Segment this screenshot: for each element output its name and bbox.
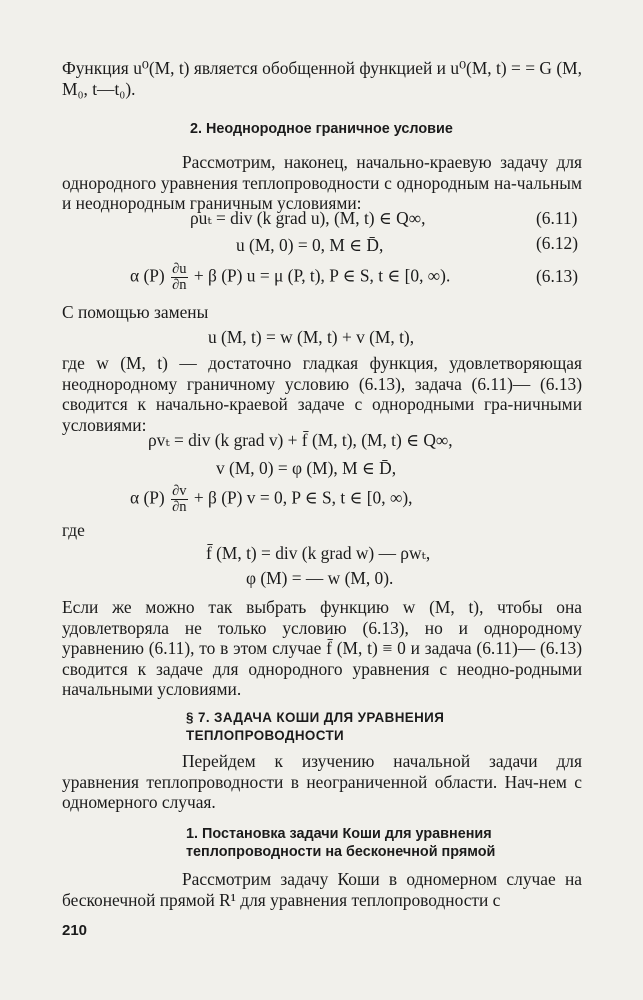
equation-phi: φ (M) = — w (M, 0). (246, 568, 394, 588)
equation-v-1: ρvₜ = div (k grad v) + f̄ (M, t), (M, t) ∈ Q∞, (148, 430, 453, 450)
equation-number-6-11: (6.11) (536, 208, 578, 228)
paragraph-substitution: С помощью замены (62, 302, 209, 322)
eq-v-3-right: + β (P) v = 0, P ∈ S, t ∈ [0, ∞), (193, 487, 413, 508)
equation-6-12: u (M, 0) = 0, M ∈ D̄, (236, 235, 384, 255)
subsection-heading-1-line-1: 1. Постановка задачи Коши для уравнения (186, 826, 492, 842)
paragraph-consider: Рассмотрим, наконец, начально-краевую задачу для однородного уравнения теплопроводности с однородным на-чальным и неоднородным граничным условиями: (62, 152, 582, 213)
subsection-heading-2: 2. Неоднородное граничное условие (190, 121, 453, 137)
section-7-title-line-1: § 7. ЗАДАЧА КОШИ ДЛЯ УРАВНЕНИЯ (186, 710, 445, 725)
eq-v-3-left: α (P) (130, 487, 165, 508)
equation-v-3 (130, 484, 412, 515)
subsection-heading-1-line-2: теплопроводности на бесконечной прямой (186, 844, 496, 860)
paragraph-if: Если же можно так выбрать функцию w (M, t), чтобы она удовлетворяла не только условию (6.13), но и однородному уравнению (6.11), то в этом случае f̄ (M, t) ≡ 0 и задача (6.11)— (6.13) сводится к задаче для однородного уравнения с неодно-родными начальными условиями. (62, 597, 582, 699)
eq-6-13-right: + β (P) u = μ (P, t), P ∈ S, t ∈ [0, ∞). (193, 265, 451, 286)
section-7-title-line-2: ТЕПЛОПРОВОДНОСТИ (186, 728, 345, 743)
equation-number-6-13: (6.13) (536, 266, 579, 286)
fraction-numerator: ∂u (172, 261, 187, 277)
fraction-dv-dn (171, 484, 187, 515)
fraction-du-dn (171, 262, 187, 293)
word-where: где (62, 520, 85, 540)
fraction-denominator: ∂n (172, 277, 187, 293)
equation-f-bar: f̄ (M, t) = div (k grad w) — ρwₜ, (206, 543, 431, 563)
fraction-numerator: ∂v (172, 483, 187, 499)
equation-number-6-12: (6.12) (536, 233, 579, 253)
page-number: 210 (62, 922, 88, 939)
paragraph-where-w: где w (M, t) — достаточно гладкая функция, удовлетворяющая неоднородному граничному условию (6.13), задача (6.11)— (6.13) сводится к начально-краевой задаче с однородными гра-ничными условиями: (62, 353, 582, 435)
paragraph-function: Функция u⁰(M, t) является обобщенной функцией и u⁰(M, t) = = G (M, M₀, t—t₀). (62, 58, 582, 99)
equation-v-2: v (M, 0) = φ (M), M ∈ D̄, (216, 458, 397, 478)
paragraph-cauchy: Рассмотрим задачу Коши в одномерном случае на бесконечной прямой R¹ для уравнения теплопроводности с (62, 869, 582, 910)
paragraph-proceed: Перейдем к изучению начальной задачи для уравнения теплопроводности в неограниченной области. Нач-нем с одномерного случая. (62, 751, 582, 812)
fraction-denominator: ∂n (172, 499, 187, 515)
equation-6-13 (130, 262, 450, 293)
equation-6-11: ρuₜ = div (k grad u), (M, t) ∈ Q∞, (190, 208, 426, 228)
equation-substitution: u (M, t) = w (M, t) + v (M, t), (208, 327, 415, 347)
eq-6-13-left: α (P) (130, 265, 165, 286)
